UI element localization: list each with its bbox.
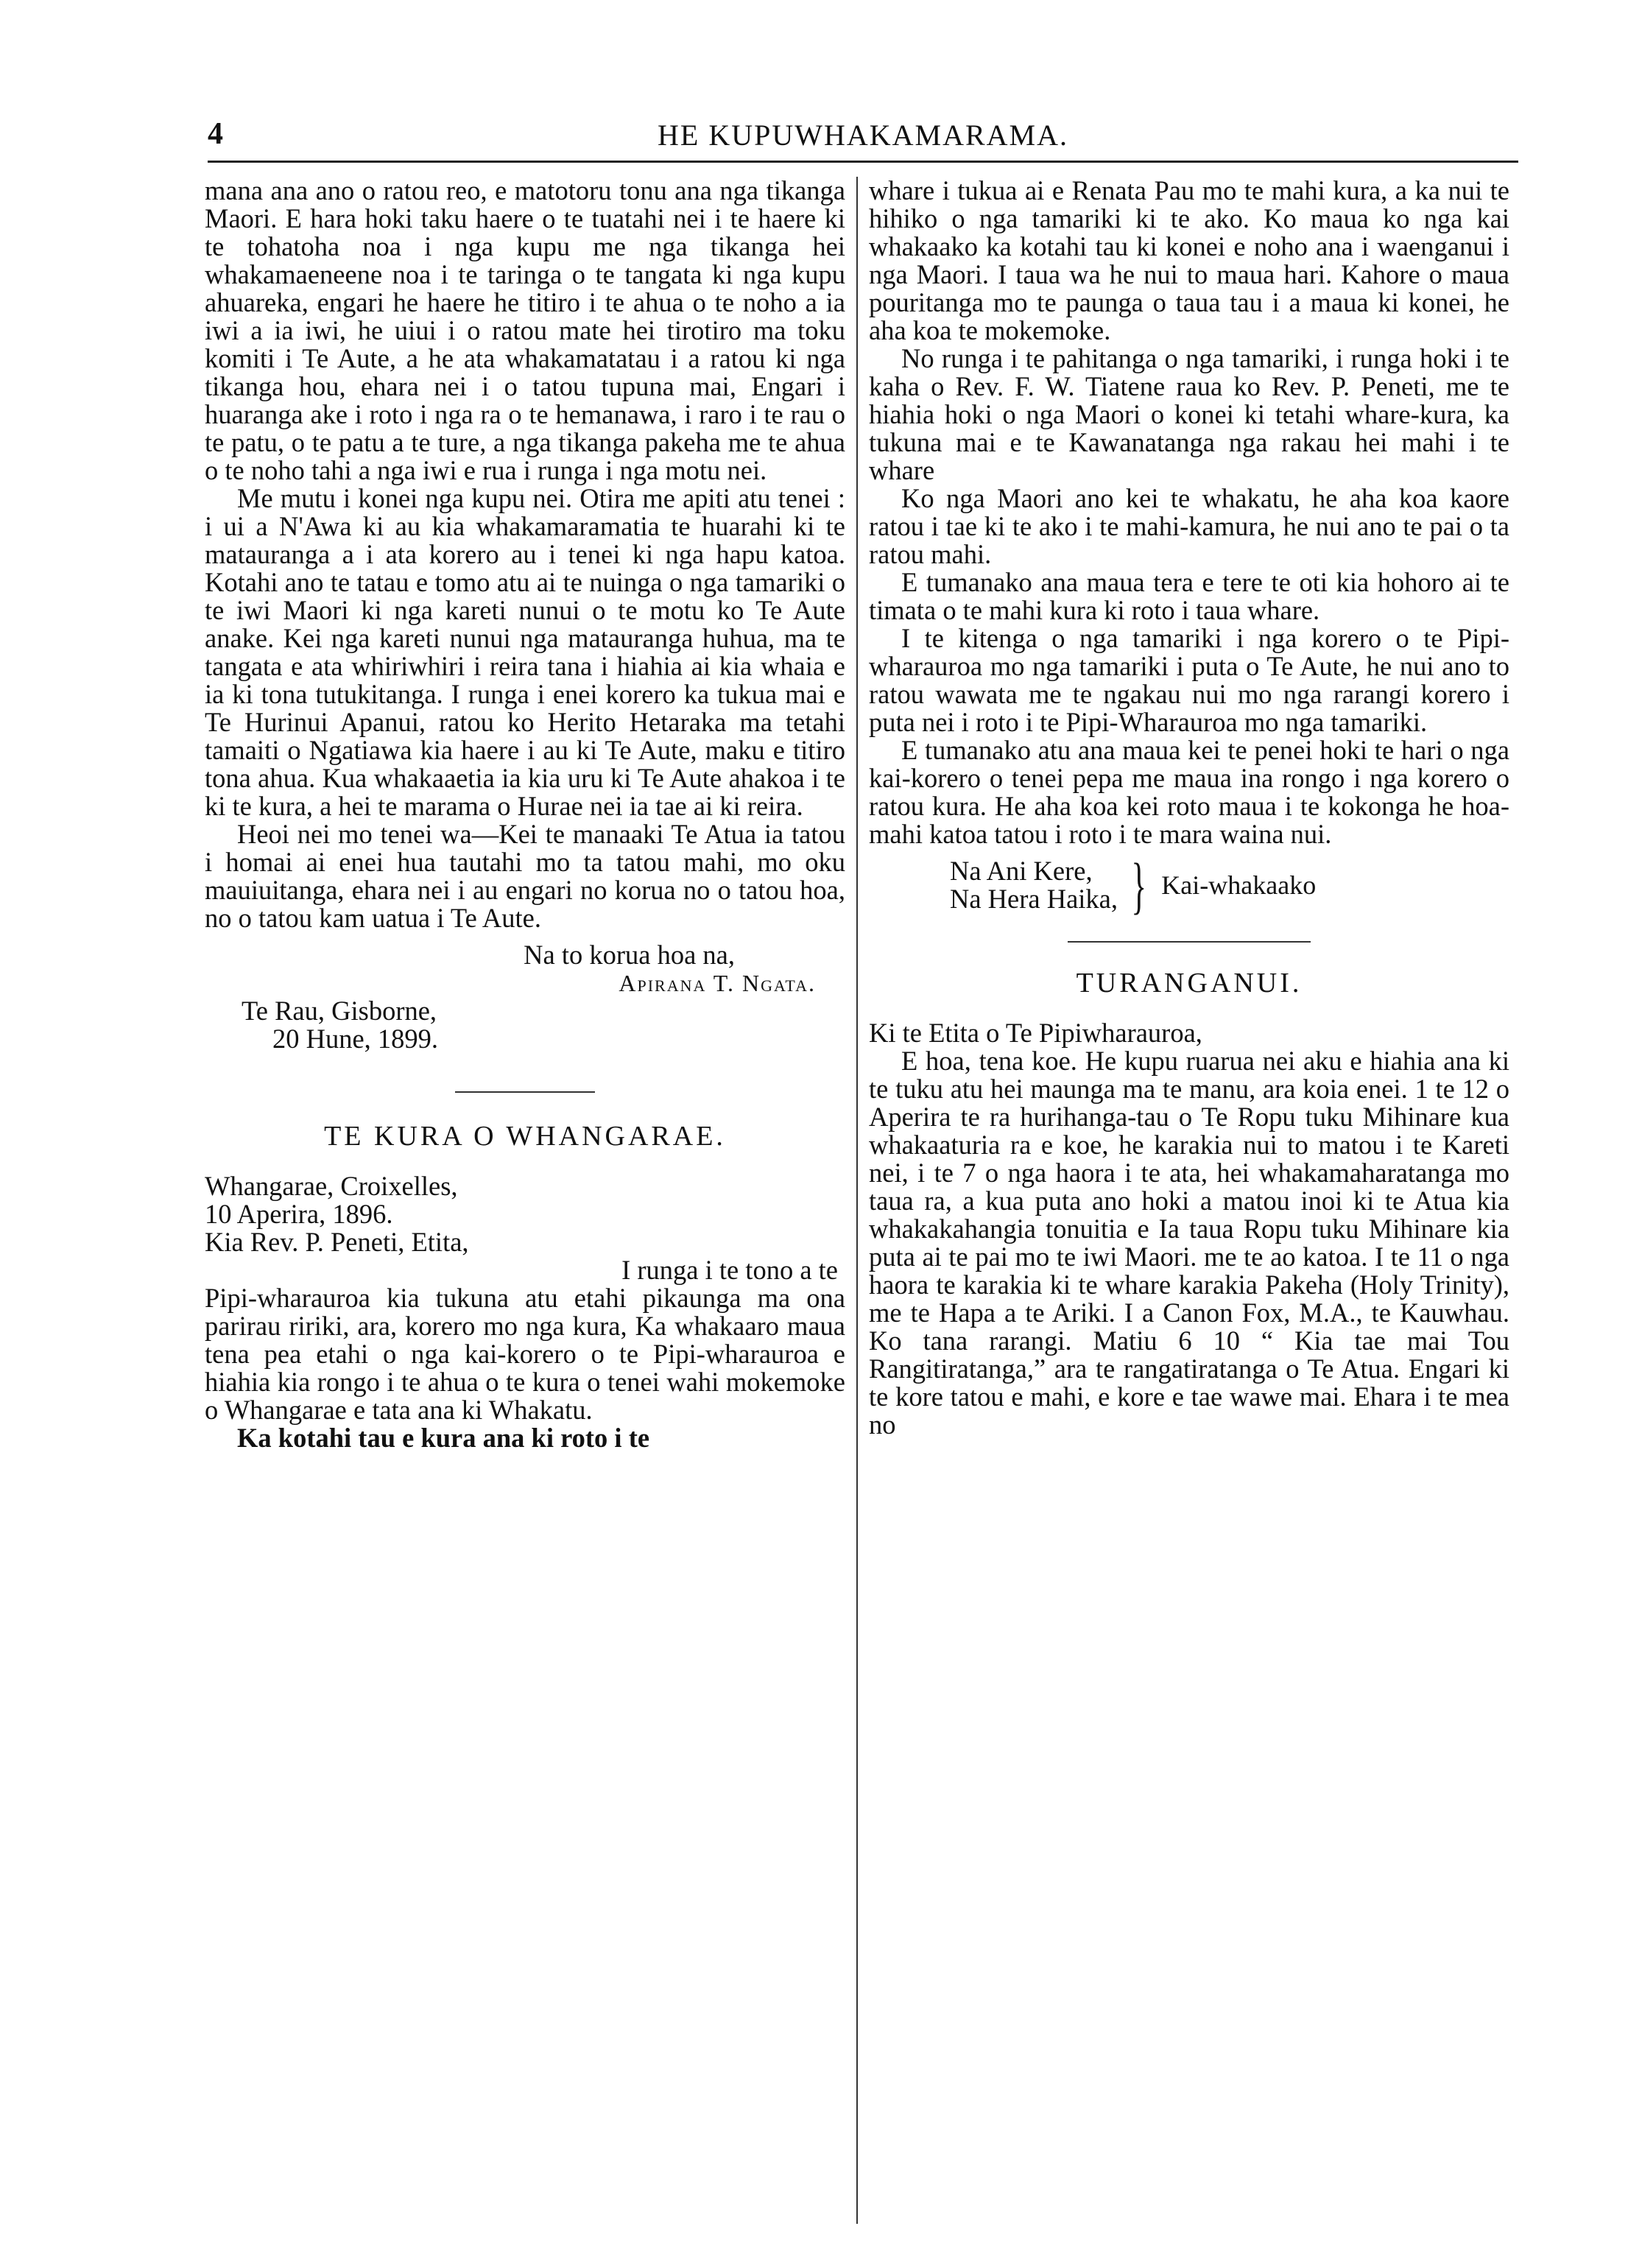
left-paragraph-5: Ka kotahi tau e kura ana ki roto i te [237,1423,650,1453]
salutation: Kia Rev. P. Peneti, Etita, [205,1227,469,1257]
page-header [208,116,1518,161]
right-paragraph-4: E tumanako ana maua tera e tere te oti kia hohoro ai te timata o te mahi kura ki roto i taua whare. [869,567,1509,625]
signature-name-2: Na Hera Haika, [950,884,1118,914]
right-paragraph-3: Ko nga Maori ano kei te whakatu, he aha koa kaore ratou i tae ki te ako i te mahi-kamura, he nui ano te pai o ta ratou mahi. [869,483,1509,569]
column-divider [856,177,858,2224]
signature-role: Kai-whakaako [1161,870,1317,900]
right-paragraph-7: E hoa, tena koe. He kupu ruarua nei aku e hiahia ana ki te tuku atu hei maunga ma te manu, ara koia enei. 1 te 12 o Aperira te ra hurihanga-tau o Te Ropu tuku Mihinare kua whakaaturia ra e koe, he karakia nui to matou i te Kareti nei, i te 7 o nga haora i te ata, hei whakamaharatanga mo taua ra, a kua puta ano hoki a matou inoi ki te Atua kia whakakahangia tonuitia e Ia taua Ropu tuku Mihinare kia puta ai te pai mo te iwi Maori. me te ao katoa. I te 11 o nga haora te karakia ki te whare karakia Pakeha (Holy Trinity), me te Hapa a te Ariki. I a Canon Fox, M.A., te Kauwhau. Ko tana rarangi. Matiu 6 10 “ Kia tae mai Tou Rangitiratanga,” ara te rangatiratanga o Te Atua. Engari ki te kore tatou e mahi, e kore e tae wawe mai. Ehara i te mea no [869,1046,1509,1440]
signature-name-1: Na Ani Kere, [950,856,1093,886]
dateline-date: 10 Aperira, 1896. [205,1199,393,1229]
dateline-place: Whangarae, Croixelles, [205,1171,458,1201]
page-title: HE KUPUWHAKAMARAMA. [658,119,1068,152]
left-paragraph-1: mana ana ano o ratou reo, e matotoru tonu ana nga tikanga Maori. E hara hoki taku haere o te tuatahi nei i te haere ki te tohatoha noa i nga kupu me nga tikanga hei whakamaeneene noa i te taringa o te tangata ki nga kupu ahuareka, engari he haere he titiro i te ahua o te noho a ia iwi a ia iwi, he uiui i o ratou mate hei tirotiro ma toku komiti i Te Aute, a he ata whakamatatau i a ratou ki nga tikanga hou, ehara nei i o tatou tupuna mai, Engari i huaranga ake i roto i nga ra o te hemanawa, i raro i te rau o te patu, o te patu a te ture, a nga tikanga pakeha me te ahua o te noho tahi a nga iwi e rua i runga i nga motu nei. [205,175,845,485]
teachers-signature [950,850,1509,920]
right-paragraph-6: E tumanako atu ana maua kei te penei hoki te hari o nga kai-korero o tenei pepa me maua ina rongo i nga korero o ratou kura. He aha koa kei roto maua i te kokonga he hoa-mahi katoa tatou i roto i te mara waina nui. [869,735,1509,849]
signature-names [950,857,1118,913]
left-paragraph-4: Pipi-wharauroa kia tukuna atu etahi pikaunga ma ona parirau ririki, ara, korero mo nga kura, Ka whakaaro maua tena pea etahi o nga kai-korero o te Pipi-wharauroa e hiahia kia rongo i te ahua o te kura o tenei wahi mokemoke o Whangarae e tata ana ki Whakatu. [205,1283,845,1425]
closing-line: Na to korua hoa na, [524,940,735,970]
right-paragraph-2: No runga i te pahitanga o nga tamariki, i runga hoki i te kaha o Rev. F. W. Tiatene raua ko Rev. P. Peneti, me te hiahia hoki o nga Maori o konei ki tetahi whare-kura, ka tukuna mai e te Kawanatanga nga rakau hei mahi i te whare [869,343,1509,485]
signoff-place: Te Rau, Gisborne, [242,996,437,1026]
signature: Apirana T. Ngata. [619,970,816,996]
left-paragraph-2: Me mutu i konei nga kupu nei. Otira me apiti atu tenei : i ui a N'Awa ki au kia whakamaramatia te huarahi ki te mataurangа a i ata korero au i tenei ki nga hapu katoa. Kotahi ano te tatau e tomo atu ai te nuinga o nga tamariki o te iwi Maori ki nga kareti nunui o te motu ko Te Aute anake. Kei nga kareti nunui nga matauranga huhua, ma te tangata e ata whiriwhiri i reira tana i hiahia ai kia whaia e ia ki tona tutukitanga. I runga i enei korero ka tukua mai e Te Hurinui Apanui, ratou ko Herito Hetaraka ma tetahi tamaiti o Ngatiawa kia haere i au ki Te Aute, maku e titiro tona ahua. Kua whakaaetia ia kia uru ki Te Aute ahakoa i te ki te kura, a hei te marama o Hurae nei ia tae ai ki reira. [205,483,845,821]
right-paragraph-1: whare i tukua ai e Renata Pau mo te mahi kura, a ka nui te hihiko o nga tamariki ki te ako. Ko maua ko nga kai whakaako ka kotahi tau ki konei e noho ana i waenganui i nga Maori. I taua wa he nui to maua hari. Kahore o maua pouritanga mo te paunga o taua tau i a maua ki konei, he aha koa te mokemoke. [869,175,1509,345]
left-paragraph-3: Heoi nei mo tenei wa—Kei te manaaki Te Atua ia tatou i homai ai enei hua tautahi mo ta tatou mahi, mo oku mauiuitanga, ehara nei i au engari no korua no o tatou hoa, no o tatou kam uatua i Te Aute. [205,819,845,933]
section-divider [455,1091,595,1093]
right-column [869,177,1509,1439]
right-paragraph-5: I te kitenga o nga tamariki i nga korero o te Pipi-wharauroa mo nga tamariki i puta o Te Aute, he nui ano to ratou wawata me te ngakau nui mo nga rarangi korero i puta nei i roto i te Pipi-Wharauroa mo nga tamariki. [869,623,1509,737]
header-rule [208,161,1518,163]
right-salutation: Ki te Etita o Te Pipiwharauroa, [869,1018,1202,1048]
section-title-turanganui: TURANGANUI. [1076,968,1303,999]
letter-opening: I runga i te tono a te [621,1255,838,1285]
signoff-date: 20 Hune, 1899. [272,1024,439,1054]
brace-glyph: } [1131,850,1146,920]
section-divider-right [1068,941,1311,943]
section-title-whangarae: TE KURA O WHANGARAE. [324,1121,726,1152]
page-number: 4 [208,117,223,151]
letter-signoff [205,941,845,1053]
left-column [205,177,845,1452]
